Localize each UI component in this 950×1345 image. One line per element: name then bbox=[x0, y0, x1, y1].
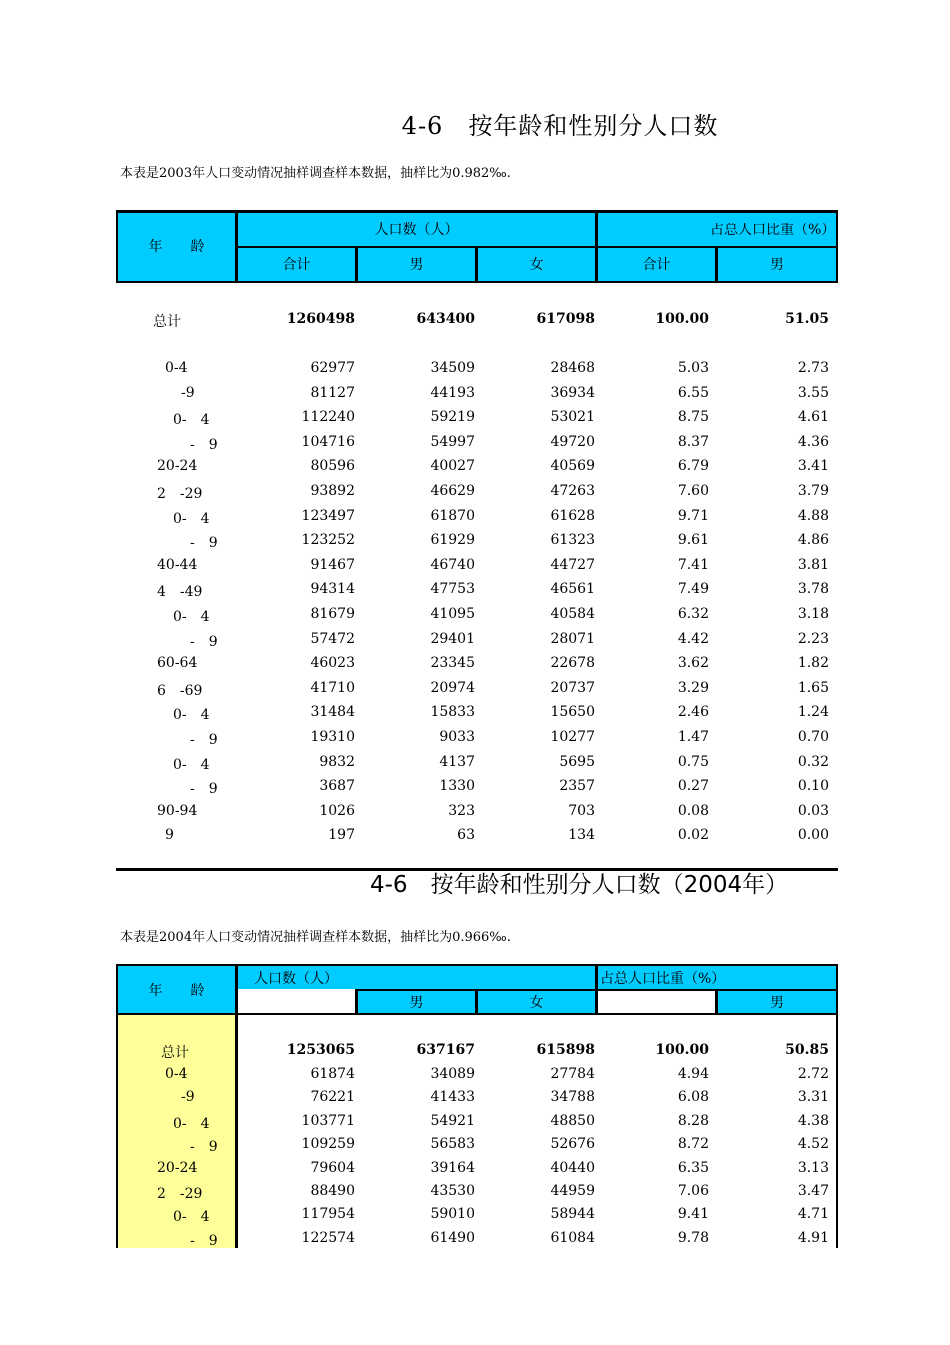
cell-female: 40440 bbox=[550, 1159, 595, 1176]
age-label: - 9 bbox=[190, 633, 218, 650]
age-label: 总计 bbox=[153, 314, 181, 330]
cell-male: 15833 bbox=[430, 704, 475, 721]
age-label: 20-24 bbox=[157, 1159, 198, 1176]
cell-pct-total: 9.41 bbox=[677, 1206, 709, 1223]
cell-female: 53021 bbox=[550, 409, 595, 426]
cell-pct-male: 0.03 bbox=[797, 802, 829, 819]
cell-pct-total: 0.02 bbox=[677, 827, 709, 844]
cell-total: 79604 bbox=[310, 1159, 355, 1176]
table-row bbox=[0, 1160, 950, 1180]
cell-male: 41433 bbox=[430, 1089, 475, 1106]
table-row bbox=[0, 1230, 950, 1250]
age-label: 20-24 bbox=[157, 458, 198, 475]
cell-pct-total: 100.00 bbox=[655, 1042, 709, 1058]
cell-pct-male: 2.73 bbox=[797, 360, 829, 376]
cell-total: 112240 bbox=[301, 409, 355, 426]
cell-pct-total: 100.00 bbox=[655, 311, 709, 327]
table-row bbox=[0, 606, 950, 626]
age-label: -9 bbox=[181, 1089, 195, 1106]
cell-male: 29401 bbox=[430, 630, 475, 647]
cell-male: 41095 bbox=[430, 606, 475, 622]
cell-total: 81679 bbox=[310, 606, 355, 622]
cell-female: 61323 bbox=[550, 532, 595, 549]
table2-header-population: 人口数（人） bbox=[254, 971, 338, 987]
cell-female: 44727 bbox=[550, 556, 595, 573]
cell-pct-total: 3.62 bbox=[677, 655, 709, 672]
age-label: - 9 bbox=[190, 781, 218, 798]
table-row bbox=[0, 803, 950, 823]
table-row bbox=[0, 827, 950, 847]
cell-female: 2357 bbox=[559, 778, 595, 795]
cell-pct-male: 3.78 bbox=[797, 581, 829, 598]
cell-pct-male: 51.05 bbox=[785, 311, 829, 327]
cell-pct-total: 4.94 bbox=[677, 1066, 709, 1082]
cell-male: 637167 bbox=[416, 1042, 475, 1058]
table2-title: 4-6 按年龄和性别分人口数（2004年） bbox=[370, 872, 789, 898]
table-row bbox=[0, 434, 950, 454]
cell-male: 61929 bbox=[430, 532, 475, 549]
cell-total: 117954 bbox=[301, 1206, 355, 1223]
cell-pct-male: 3.31 bbox=[797, 1089, 829, 1106]
cell-pct-male: 1.65 bbox=[797, 679, 829, 696]
cell-pct-total: 8.28 bbox=[677, 1112, 709, 1129]
cell-pct-total: 8.37 bbox=[677, 433, 709, 450]
cell-total: 1253065 bbox=[286, 1042, 355, 1058]
cell-male: 54921 bbox=[430, 1112, 475, 1129]
cell-total: 197 bbox=[328, 827, 355, 844]
table-row bbox=[0, 1113, 950, 1133]
cell-total: 46023 bbox=[310, 655, 355, 672]
cell-pct-male: 4.71 bbox=[797, 1206, 829, 1223]
cell-total: 80596 bbox=[310, 458, 355, 475]
table-row bbox=[0, 754, 950, 774]
cell-female: 617098 bbox=[536, 311, 595, 327]
table-row bbox=[0, 704, 950, 724]
cell-pct-male: 4.38 bbox=[797, 1112, 829, 1129]
table2-header-male: 男 bbox=[409, 995, 424, 1011]
table2-note: 本表是2004年人口变动情况抽样调查样本数据，抽样比为0.966‰. bbox=[120, 930, 511, 945]
cell-pct-male: 2.72 bbox=[797, 1066, 829, 1082]
cell-female: 48850 bbox=[550, 1112, 595, 1129]
cell-female: 52676 bbox=[550, 1136, 595, 1153]
cell-pct-total: 0.08 bbox=[677, 802, 709, 819]
table-row bbox=[0, 483, 950, 503]
cell-male: 34089 bbox=[430, 1066, 475, 1082]
cell-male: 643400 bbox=[416, 311, 475, 327]
cell-pct-total: 9.61 bbox=[677, 532, 709, 549]
cell-pct-male: 3.18 bbox=[797, 606, 829, 622]
table-row bbox=[0, 1136, 950, 1156]
table1-header-age: 年 龄 bbox=[148, 239, 205, 255]
table1-note: 本表是2003年人口变动情况抽样调查样本数据，抽样比为0.982‰. bbox=[120, 166, 511, 181]
age-label: - 9 bbox=[190, 732, 218, 748]
cell-pct-male: 3.13 bbox=[797, 1159, 829, 1176]
cell-female: 134 bbox=[568, 827, 595, 844]
table-row bbox=[0, 409, 950, 429]
table1-header-male-pct: 男 bbox=[770, 257, 784, 273]
cell-female: 47263 bbox=[550, 483, 595, 499]
age-label: 60-64 bbox=[157, 655, 198, 672]
cell-pct-male: 0.32 bbox=[797, 753, 829, 770]
cell-female: 28468 bbox=[550, 360, 595, 376]
age-label: - 9 bbox=[190, 535, 218, 552]
cell-male: 4137 bbox=[439, 753, 475, 770]
table-row bbox=[0, 631, 950, 651]
age-label: 0- 4 bbox=[173, 609, 210, 625]
table1-title: 4-6 按年龄和性别分人口数 bbox=[401, 112, 719, 140]
cell-male: 61870 bbox=[430, 507, 475, 524]
age-label: 90-94 bbox=[157, 802, 198, 819]
cell-female: 15650 bbox=[550, 704, 595, 721]
age-label: 6 -69 bbox=[157, 682, 203, 699]
cell-total: 88490 bbox=[310, 1183, 355, 1199]
cell-female: 40569 bbox=[550, 458, 595, 475]
table-row bbox=[0, 778, 950, 798]
cell-total: 122574 bbox=[301, 1229, 355, 1246]
cell-male: 9033 bbox=[439, 729, 475, 745]
cell-female: 20737 bbox=[550, 679, 595, 696]
age-label: 总计 bbox=[161, 1045, 189, 1061]
cell-total: 103771 bbox=[301, 1112, 355, 1129]
cell-pct-male: 4.86 bbox=[797, 532, 829, 549]
cell-total: 109259 bbox=[301, 1136, 355, 1153]
table-row bbox=[0, 557, 950, 577]
cell-female: 49720 bbox=[550, 433, 595, 450]
cell-pct-male: 1.24 bbox=[797, 704, 829, 721]
cell-total: 41710 bbox=[310, 679, 355, 696]
cell-female: 61628 bbox=[550, 507, 595, 524]
table1-header-total: 合计 bbox=[282, 257, 311, 273]
age-label: - 9 bbox=[190, 436, 218, 453]
table1-header-male: 男 bbox=[409, 257, 424, 273]
age-label: 0- 4 bbox=[173, 707, 210, 724]
table2-header-percentage: 占总人口比重（%） bbox=[600, 971, 726, 987]
cell-pct-total: 7.49 bbox=[677, 581, 709, 598]
cell-pct-male: 4.61 bbox=[797, 409, 829, 426]
age-label: 0- 4 bbox=[173, 510, 210, 527]
cell-pct-male: 1.82 bbox=[797, 655, 829, 672]
cell-pct-total: 7.41 bbox=[677, 556, 709, 573]
cell-pct-male: 3.55 bbox=[797, 384, 829, 401]
cell-pct-male: 2.23 bbox=[797, 630, 829, 647]
table-row-total bbox=[0, 311, 950, 331]
cell-total: 9832 bbox=[319, 753, 355, 770]
cell-total: 93892 bbox=[310, 483, 355, 499]
table1-header-population: 人口数（人） bbox=[374, 222, 459, 238]
cell-pct-total: 3.29 bbox=[677, 679, 709, 696]
table-row bbox=[0, 360, 950, 380]
cell-total: 19310 bbox=[310, 729, 355, 745]
cell-total: 76221 bbox=[310, 1089, 355, 1106]
cell-pct-total: 6.32 bbox=[677, 606, 709, 622]
age-label: 0- 4 bbox=[173, 756, 210, 773]
cell-male: 56583 bbox=[430, 1136, 475, 1153]
cell-pct-total: 9.71 bbox=[677, 507, 709, 524]
age-label: 0-4 bbox=[165, 1066, 188, 1082]
table2-header-female: 女 bbox=[529, 995, 544, 1011]
table-row-total bbox=[0, 1042, 950, 1062]
cell-female: 40584 bbox=[550, 606, 595, 622]
cell-pct-total: 9.78 bbox=[677, 1229, 709, 1246]
cell-pct-total: 5.03 bbox=[677, 360, 709, 376]
table-row bbox=[0, 1089, 950, 1109]
cell-male: 46629 bbox=[430, 483, 475, 499]
cell-pct-total: 8.72 bbox=[677, 1136, 709, 1153]
table-row bbox=[0, 729, 950, 749]
cell-pct-male: 3.47 bbox=[797, 1183, 829, 1199]
cell-total: 1260498 bbox=[286, 311, 355, 327]
cell-male: 59010 bbox=[430, 1206, 475, 1223]
table-row bbox=[0, 1183, 950, 1203]
cell-male: 323 bbox=[448, 802, 475, 819]
cell-male: 46740 bbox=[430, 556, 475, 573]
cell-female: 5695 bbox=[559, 753, 595, 770]
table-row bbox=[0, 385, 950, 405]
cell-pct-total: 7.60 bbox=[677, 483, 709, 499]
table-row bbox=[0, 1066, 950, 1086]
cell-male: 54997 bbox=[430, 433, 475, 450]
cell-female: 36934 bbox=[550, 384, 595, 401]
cell-total: 123252 bbox=[301, 532, 355, 549]
cell-pct-total: 0.27 bbox=[677, 778, 709, 795]
cell-total: 3687 bbox=[319, 778, 355, 795]
cell-pct-male: 0.10 bbox=[797, 778, 829, 795]
table1-header-female: 女 bbox=[529, 257, 544, 273]
cell-total: 1026 bbox=[319, 802, 355, 819]
cell-pct-male: 0.70 bbox=[797, 729, 829, 745]
cell-pct-total: 2.46 bbox=[677, 704, 709, 721]
age-label: 0- 4 bbox=[173, 1115, 210, 1132]
cell-male: 61490 bbox=[430, 1229, 475, 1246]
age-label: 0- 4 bbox=[173, 1209, 210, 1226]
cell-female: 615898 bbox=[536, 1042, 595, 1058]
table-row bbox=[0, 680, 950, 700]
cell-pct-male: 0.00 bbox=[797, 827, 829, 844]
cell-pct-total: 0.75 bbox=[677, 753, 709, 770]
cell-pct-total: 8.75 bbox=[677, 409, 709, 426]
age-label: 2 -29 bbox=[157, 486, 203, 502]
cell-pct-total: 6.79 bbox=[677, 458, 709, 475]
cell-male: 1330 bbox=[439, 778, 475, 795]
age-label: 9 bbox=[165, 827, 174, 844]
table1-header-total-pct: 合计 bbox=[642, 257, 671, 273]
cell-pct-total: 1.47 bbox=[677, 729, 709, 745]
table-row bbox=[0, 1206, 950, 1226]
table2-header-age: 年 龄 bbox=[148, 983, 205, 999]
cell-female: 22678 bbox=[550, 655, 595, 672]
age-label: -9 bbox=[181, 384, 195, 401]
cell-male: 40027 bbox=[430, 458, 475, 475]
cell-pct-total: 6.35 bbox=[677, 1159, 709, 1176]
cell-pct-total: 7.06 bbox=[677, 1183, 709, 1199]
age-label: 2 -29 bbox=[157, 1186, 203, 1202]
cell-total: 91467 bbox=[310, 556, 355, 573]
table-row bbox=[0, 508, 950, 528]
cell-male: 39164 bbox=[430, 1159, 475, 1176]
table-row bbox=[0, 532, 950, 552]
cell-female: 703 bbox=[568, 802, 595, 819]
age-label: - 9 bbox=[190, 1139, 218, 1156]
cell-total: 57472 bbox=[310, 630, 355, 647]
cell-pct-male: 3.41 bbox=[797, 458, 829, 475]
cell-female: 28071 bbox=[550, 630, 595, 647]
cell-male: 43530 bbox=[430, 1183, 475, 1199]
cell-pct-total: 6.55 bbox=[677, 384, 709, 401]
age-label: 4 -49 bbox=[157, 584, 203, 601]
cell-female: 44959 bbox=[550, 1183, 595, 1199]
cell-pct-male: 4.91 bbox=[797, 1229, 829, 1246]
cell-female: 27784 bbox=[550, 1066, 595, 1082]
cell-total: 61874 bbox=[310, 1066, 355, 1082]
cell-total: 104716 bbox=[301, 433, 355, 450]
cell-female: 61084 bbox=[550, 1229, 595, 1246]
cell-total: 31484 bbox=[310, 704, 355, 721]
cell-total: 94314 bbox=[310, 581, 355, 598]
cell-pct-total: 4.42 bbox=[677, 630, 709, 647]
cell-pct-male: 3.81 bbox=[797, 556, 829, 573]
cell-male: 59219 bbox=[430, 409, 475, 426]
cell-pct-male: 4.88 bbox=[797, 507, 829, 524]
cell-male: 44193 bbox=[430, 384, 475, 401]
cell-female: 46561 bbox=[550, 581, 595, 598]
cell-pct-male: 4.36 bbox=[797, 433, 829, 450]
cell-pct-male: 4.52 bbox=[797, 1136, 829, 1153]
cell-pct-male: 3.79 bbox=[797, 483, 829, 499]
cell-male: 47753 bbox=[430, 581, 475, 598]
cell-total: 81127 bbox=[310, 384, 355, 401]
table-row bbox=[0, 655, 950, 675]
cell-pct-total: 6.08 bbox=[677, 1089, 709, 1106]
cell-male: 34509 bbox=[430, 360, 475, 376]
cell-male: 63 bbox=[457, 827, 475, 844]
table1-header-percentage: 占总人口比重（%） bbox=[710, 223, 836, 237]
cell-male: 20974 bbox=[430, 679, 475, 696]
cell-female: 58944 bbox=[550, 1206, 595, 1223]
age-label: - 9 bbox=[190, 1232, 218, 1249]
cell-pct-male: 50.85 bbox=[785, 1042, 829, 1058]
cell-female: 34788 bbox=[550, 1089, 595, 1106]
age-label: 0-4 bbox=[165, 360, 188, 376]
table-row bbox=[0, 581, 950, 601]
cell-total: 123497 bbox=[301, 507, 355, 524]
age-label: 0- 4 bbox=[173, 412, 210, 429]
cell-male: 23345 bbox=[430, 655, 475, 672]
cell-total: 62977 bbox=[310, 360, 355, 376]
table2-header-male-pct: 男 bbox=[770, 995, 784, 1011]
age-label: 40-44 bbox=[157, 556, 198, 573]
cell-female: 10277 bbox=[550, 729, 595, 745]
table-row bbox=[0, 458, 950, 478]
